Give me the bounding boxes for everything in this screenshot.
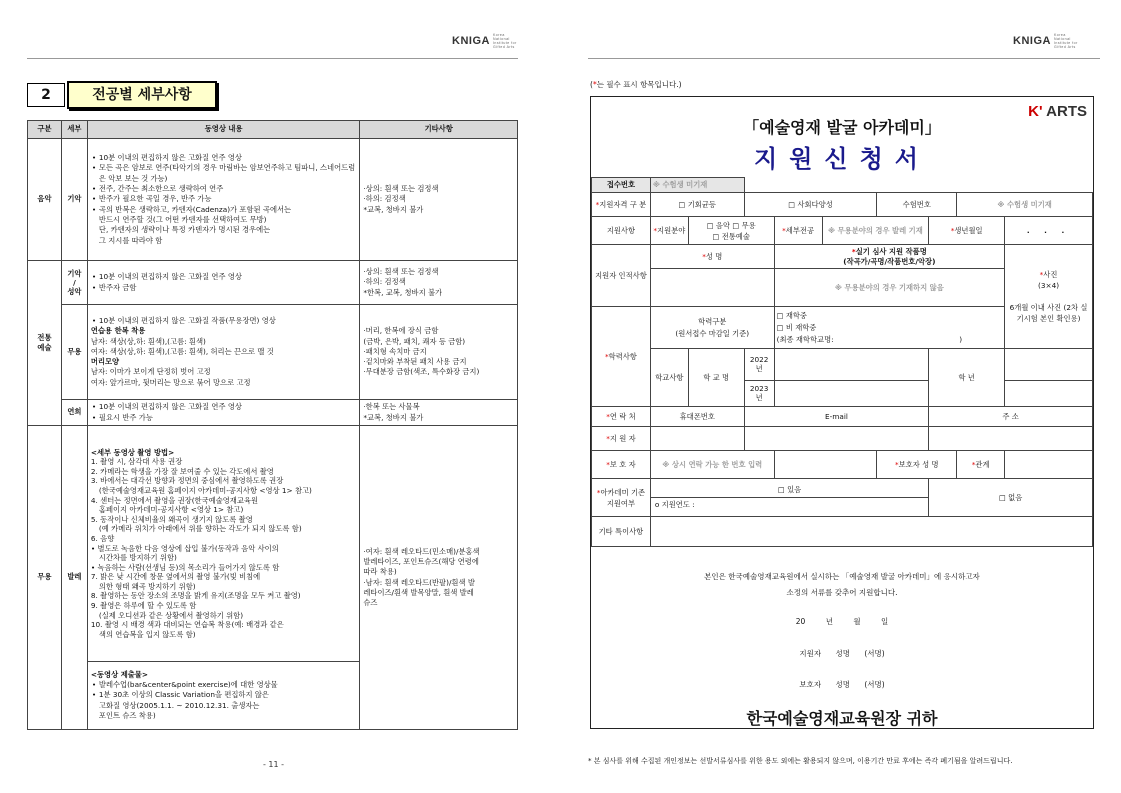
required-note: (*는 필수 표시 항목입니다.) (590, 80, 682, 89)
kniga-logo-right: KNIGA Korea National Institute for Gifted Arts (1013, 33, 1078, 49)
guardian-phone-input[interactable] (774, 451, 877, 479)
major-note: ※ 무용분야의 경우 발레 기재 (822, 217, 929, 245)
etc-music: ·상의: 흰색 또는 검정색 ·하의: 검정색 *교복, 청바지 불가 (360, 139, 518, 261)
sub-yeonhui: 연희 (61, 400, 87, 426)
qual-equal-checkbox[interactable]: □ 기회균등 (650, 193, 744, 217)
content-music: • 10분 이내의 편집하지 않은 고화질 연주 영상 • 모든 곡은 암보로 연주(타악기의 경우 마림바는 암보연주하고 팀파니, 스네어드럼은 악보 보는 것 가능) • 전주, 간주는 최소한으로 생략하여 연주 • 반주가 필요한 곡일 경우, 반주 가능 • 곡의 반복은 생략하고, 카덴자(Cadenza)가 포함된 곡에서는 반드시 연주할 것(그 어떤 카덴자를 선택하여도 무방) 단, 카덴자의 생략이나 특정 카덴자가 명시된 경우에는 그 지시를 따라야 함 (87, 139, 359, 261)
name-label: *성 명 (650, 245, 774, 269)
year-2022: 2022년 (744, 349, 774, 381)
school-2023-input[interactable] (774, 381, 929, 407)
sub-ballet: 발레 (61, 426, 87, 730)
date-line: 20 년 월 일 (795, 617, 889, 626)
guardian-signature[interactable]: 보호자 성명 (서명) (799, 680, 885, 689)
etc-traditional-dance: ·머리, 한복에 장식 금함 (금박, 은박, 패치, 쾌자 등 금함) ·패치형 속치마 금지 ·겉치마와 부착된 패치 사용 금지 ·무대분장 금함(색조, 특수화장 금지) (360, 305, 518, 400)
form-title: 「예술영재 발굴 아카데미」 (743, 118, 941, 137)
header-rule-right (588, 58, 1100, 59)
sub-instrument: 기악 (61, 139, 87, 261)
section-number: 2 (27, 83, 65, 107)
guardian-label: *보 호 자 (592, 451, 651, 479)
content-yeonhui: • 10분 이내의 편집하지 않은 고화질 연주 영상 • 필요시 반주 가능 (87, 400, 359, 426)
academy-yes-option[interactable]: □ 있음 o 지원연도 : (650, 479, 928, 517)
receipt-label: 접수번호 (592, 178, 651, 193)
academy-no-checkbox[interactable]: □ 없음 (929, 479, 1093, 517)
edu-type: 학력구분 (원서접수 마감일 기준) (650, 307, 774, 349)
photo-box[interactable]: *사진 (3×4) 6개월 이내 사진 (2차 실기시험 본인 확인용) (1005, 245, 1093, 349)
form-subtitle: 지원신청서 (754, 145, 930, 173)
sub-instrument-vocal: 기악 / 성악 (61, 261, 87, 305)
guardian-note: ※ 상시 연락 가능 한 번호 입력 (650, 451, 774, 479)
applicant-email-input[interactable] (744, 427, 929, 451)
content-traditional-dance: • 10분 이내의 편집하지 않은 고화질 작품(무용장면) 영상 연습용 한복 착용 남자: 색상(상,하: 흰색),(고름: 흰색) 여자: 색상(상,하: 흰색),(고름: 흰색), 허리는 끈으로 맬 것 머리모양 남자: 이마가 보이게 단정히 벗어 고정 여자: 앞가르마, 뒷머리는 망으로 묶어 망으로 고정 (87, 305, 359, 400)
section-title: 전공별 세부사항 (67, 81, 217, 109)
header-content: 동영상 내용 (87, 121, 359, 139)
birth-value[interactable]: . . . (1005, 217, 1093, 245)
qualification-label: *지원자격 구 분 (592, 193, 651, 217)
form-table (591, 177, 1093, 547)
exam-number-value: ※ 수험생 미기재 (957, 193, 1093, 217)
name-input[interactable] (650, 269, 774, 307)
grade-2023-input[interactable] (1005, 381, 1093, 407)
relation-label: *관계 (957, 451, 1005, 479)
relation-input[interactable] (1005, 451, 1093, 479)
category-music: 음악 (28, 139, 62, 261)
exam-number-label: 수험번호 (877, 193, 957, 217)
content-traditional-instrument: • 10분 이내의 편집하지 않은 고화질 연주 영상 • 반주자 금함 (87, 261, 359, 305)
school-label: 학교사항 (650, 349, 688, 407)
qual-diversity-checkbox[interactable]: □ 사회다양성 (744, 193, 877, 217)
sub-dance-traditional: 무용 (61, 305, 87, 400)
applicant-address-input[interactable] (929, 427, 1093, 451)
grade-2022-input[interactable] (1005, 349, 1093, 381)
application-form (590, 96, 1094, 729)
page-number: - 11 - (263, 760, 285, 769)
etc-yeonhui: ·한복 또는 사물복 *교복, 청바지 불가 (360, 400, 518, 426)
header-sub: 세부 (61, 121, 87, 139)
person-label: 지원자 인적사항 (592, 245, 651, 307)
address-label: 주 소 (929, 407, 1093, 427)
piece-label: *실기 심사 지원 작품명 (작곡가/곡명/작품번호/악장) (774, 245, 1004, 269)
table-row (28, 305, 518, 400)
pledge-line-1: 본인은 한국예술영재교육원에서 실시하는 「예술영재 발굴 아카데미」에 응시하고자 (704, 572, 980, 581)
header-category: 구분 (28, 121, 62, 139)
year-2023: 2023년 (744, 381, 774, 407)
applicant-phone-input[interactable] (650, 427, 744, 451)
applicant-label: *지 원 자 (592, 427, 651, 451)
edu-options[interactable]: □ 재학중 □ 비 재학중 (최종 재학학교명: ) (774, 307, 1004, 349)
phone-label: 휴대폰번호 (650, 407, 744, 427)
table-header-row (28, 121, 518, 139)
guardian-name-label: *보호자 성 명 (877, 451, 957, 479)
category-traditional: 전통 예술 (28, 261, 62, 426)
category-dance: 무용 (28, 426, 62, 730)
contact-label: *연 락 처 (592, 407, 651, 427)
etc-traditional-instrument: ·상의: 흰색 또는 검정색 ·하의: 검정색 *한복, 교복, 청바지 불가 (360, 261, 518, 305)
email-label: E-mail (744, 407, 929, 427)
field-label: *지원분야 (650, 217, 688, 245)
school-2022-input[interactable] (774, 349, 929, 381)
academy-label: *아카데미 기존 지원여부 (592, 479, 651, 517)
table-row (28, 426, 518, 662)
etc-input[interactable] (650, 517, 1092, 547)
content-ballet-method: <세부 동영상 촬영 방법> 1. 촬영 시, 삼각대 사용 권장 2. 카메라는 학생을 가장 잘 보여줄 수 있는 각도에서 촬영 3. 바에서는 대각선 방향과 정면의 중심에서 촬영하도록 권장 (한국예술영재교육원 홈페이지 아카데미-공지사항 <영상 1> 참고) 4. 센터는 정면에서 촬영을 권장(한국예술영재교육원 홈페이지 아카데미-공지사항 <영상 1> 참고) 5. 동작이나 신체비율의 왜곡이 생기지 않도록 촬영 (예 카메라 위치가 아래에서 위를 향하는 각도가 되지 않도록 함) 6. 음향 • 별도로 녹음한 다음 영상에 삽입 불가(동작과 음악 사이의 시간차를 방지하기 위함) • 녹음하는 사람(선생님 등)의 목소리가 들어가지 않도록 함 7. 밝은 낮 시간에 창문 옆에서의 촬영 불가(빛 비침에 의한 형태 왜곡 방지하기 위함) 8. 촬영하는 동안 장소의 조명을 밝게 유지(조명을 모두 켜고 촬영) 9. 촬영은 하루에 할 수 있도록 함 (실제 오디션과 같은 상황에서 촬영하기 위함) 10. 촬영 시 배경 색과 대비되는 연습복 착용(예: 배경과 같은 색의 연습복을 입지 않도록 함) (87, 426, 359, 662)
apply-label: 지원사항 (592, 217, 651, 245)
karts-logo: K' ARTS (1028, 103, 1087, 120)
major-label: *세부전공 (774, 217, 822, 245)
grade-label: 학 년 (929, 349, 1005, 407)
major-details-table (27, 120, 518, 730)
table-row (28, 139, 518, 261)
privacy-footnote: * 본 심사를 위해 수집된 개인정보는 선발서류심사를 위한 용도 외에는 활용되지 않으며, 이용기간 만료 후에는 즉각 폐기됨을 알려드립니다. (588, 757, 1013, 765)
piece-note: ※ 무용분야의 경우 기재하지 않음 (774, 269, 1004, 307)
header-rule-left (27, 58, 518, 59)
content-ballet-submit: <동영상 제출물> • 발레수업(bar&center&point exercise)에 대한 영상물 • 1분 30초 이상의 Classic Variation을 편집하지 않은 고화질 영상(2005.1.1. ~ 2010.12.31. 출생자는 포인트 슈즈 착용) (87, 662, 359, 730)
edu-label: *학력사항 (592, 307, 651, 407)
header-etc: 기타사항 (360, 121, 518, 139)
etc-ballet: ·여자: 흰색 레오타드(민소매)/분홍색 발레타이즈, 포인트슈즈(해당 연령에 따라 착용) ·남자: 흰색 레오타드(반팔)/흰색 발 레타이즈/흰색 발목양말, 흰색 발레 슈즈 (360, 426, 518, 730)
birth-label: *생년월일 (929, 217, 1005, 245)
addressee: 한국예술영재교육원장 귀하 (746, 709, 938, 728)
school-name-label: 학 교 명 (688, 349, 744, 407)
etc-label: 기타 특이사항 (592, 517, 651, 547)
receipt-value: ※ 수험생 미기재 (650, 178, 744, 193)
pledge-line-2: 소정의 서류를 갖추어 지원합니다. (786, 588, 898, 597)
table-row (28, 400, 518, 426)
kniga-logo-left: KNIGA Korea National Institute for Gifted Arts (452, 33, 517, 49)
applicant-signature[interactable]: 지원자 성명 (서명) (799, 649, 885, 658)
field-checkboxes[interactable]: □ 음악 □ 무용 □ 전통예술 (688, 217, 774, 245)
table-row (28, 261, 518, 305)
